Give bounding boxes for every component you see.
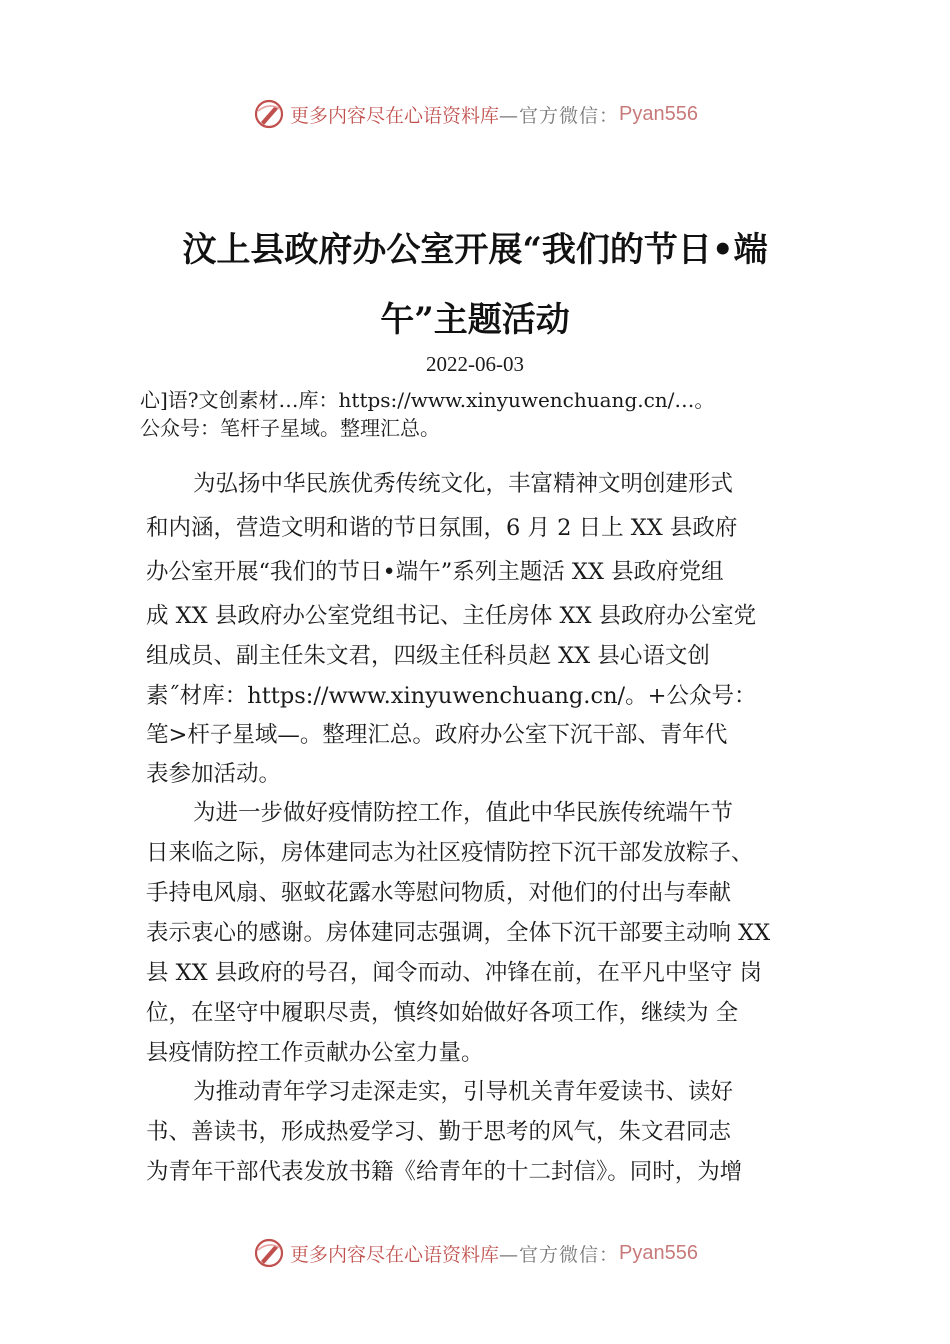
body-line: 表示衷心的感谢。房体建同志强调，全体下沉干部要主动响 XX [146, 920, 771, 946]
body-line: 县 XX 县政府的号召，闻令而动、冲锋在前，在平凡中坚守 岗 [146, 960, 762, 986]
watermark-middle: —官方微信： [499, 1243, 620, 1266]
watermark-id: Pyan556 [619, 102, 698, 125]
page-title-line-2: 午”主题活动 [380, 300, 570, 340]
watermark-prefix: 更多内容尽在心语资料库 [290, 104, 500, 127]
body-line: 为推动青年学习走深走实，引导机关青年爱读书、读好 [193, 1079, 734, 1105]
watermark-id: Pyan556 [619, 1241, 698, 1264]
pen-logo-icon [252, 1236, 286, 1270]
body-line: 手持电风扇、驱蚊花露水等慰问物质，对他们的付出与奉献 [146, 880, 732, 906]
body-line: 为青年干部代表发放书籍《给青年的十二封信》。同时，为增 [146, 1159, 743, 1185]
body-line: 县疫情防控工作贡献办公室力量。 [146, 1040, 484, 1066]
publish-date: 2022-06-03 [426, 352, 524, 376]
body-line: 素˝材库：https://www.xinyuwenchuang.cn/。+公众号： [146, 683, 757, 709]
watermark-prefix: 更多内容尽在心语资料库 [290, 1243, 500, 1266]
body-line: 日来临之际，房体建同志为社区疫情防控下沉干部发放粽子、 [146, 840, 754, 866]
pen-logo-icon [252, 97, 286, 131]
source-note-line-2: 公众号：笔杆子星域。整理汇总。 [140, 416, 440, 440]
body-line: 组成员、副主任朱文君，四级主任科员赵 XX 县心语文创 [146, 643, 710, 669]
page-title-line-1: 汶上县政府办公室开展“我们的节日•端 [182, 230, 768, 270]
body-line: 为进一步做好疫情防控工作，值此中华民族传统端午节 [193, 800, 734, 826]
body-line: 笔>杆子星域—。整理汇总。政府办公室下沉干部、青年代 [146, 722, 728, 748]
body-line: 成 XX 县政府办公室党组书记、主任房体 XX 县政府办公室党 [146, 603, 757, 629]
watermark-footer [0, 1236, 950, 1270]
body-line: 位，在坚守中履职尽责，慎终如始做好各项工作，继续为 全 [146, 1000, 739, 1026]
body-line: 书、善读书，形成热爱学习、勤于思考的风气，朱文君同志 [146, 1119, 732, 1145]
body-line: 和内涵，营造文明和谐的节日氛围，6 月 2 日上 XX 县政府 [146, 515, 738, 541]
watermark-middle: —官方微信： [499, 104, 620, 127]
source-note-line-1: 心]语?文创素材…库：https://www.xinyuwenchuang.cn/…。 [140, 388, 715, 412]
watermark-header [0, 97, 950, 131]
body-line: 为弘扬中华民族优秀传统文化，丰富精神文明创建形式 [193, 471, 734, 497]
body-line: 表参加活动。 [146, 761, 282, 787]
body-line: 办公室开展“我们的节日•端午”系列主题活 XX 县政府党组 [146, 559, 724, 585]
